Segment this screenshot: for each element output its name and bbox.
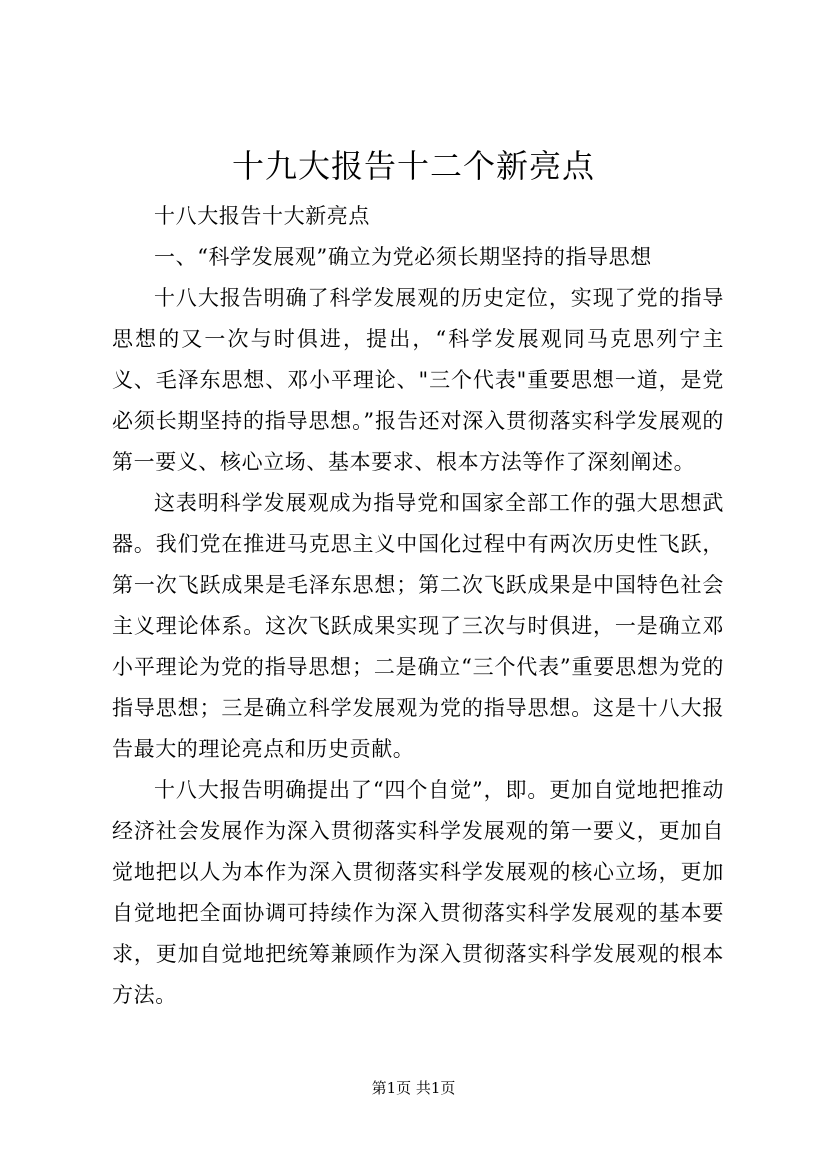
page-footer: 第1页 共1页 xyxy=(371,1079,456,1097)
section-heading: 一、“科学发展观”确立为党必须长期坚持的指导思想 xyxy=(154,245,652,269)
body-paragraph: 这表明科学发展观成为指导党和国家全部工作的强大思想武器。我们党在推进马克思主义中国化过程中有两次历史性飞跃，第一次飞跃成果是毛泽东思想；第二次飞跃成果是中国特色社会主义理论体系。这次飞跃成果实现了三次与时俱进，一是确立邓小平理论为党的指导思想；二是确立“三个代表”重要思想为党的指导思想；三是确立科学发展观为党的指导思想。这是十八大报告最大的理论亮点和历史贡献。 xyxy=(112,491,724,761)
body-paragraph: 十八大报告明确提出了“四个自觉”，即。更加自觉地把推动经济社会发展作为深入贯彻落实科学发展观的第一要义，更加自觉地把以人为本作为深入贯彻落实科学发展观的核心立场，更加自觉地把全面协调可持续作为深入贯彻落实科学发展观的基本要求，更加自觉地把统筹兼顾作为深入贯彻落实科学发展观的根本方法。 xyxy=(112,778,724,1007)
document-body xyxy=(112,196,724,1016)
subtitle-paragraph: 十八大报告十大新亮点 xyxy=(154,204,370,228)
body-paragraph: 十八大报告明确了科学发展观的历史定位，实现了党的指导思想的又一次与时俱进，提出，“科学发展观同马克思列宁主义、毛泽东思想、邓小平理论、"三个代表"重要思想一道，是党必须长期坚持的指导思想。”报告还对深入贯彻落实科学发展观的第一要义、核心立场、基本要求、根本方法等作了深刻阐述。 xyxy=(112,286,724,474)
document-title: 十九大报告十二个新亮点 xyxy=(231,147,595,185)
